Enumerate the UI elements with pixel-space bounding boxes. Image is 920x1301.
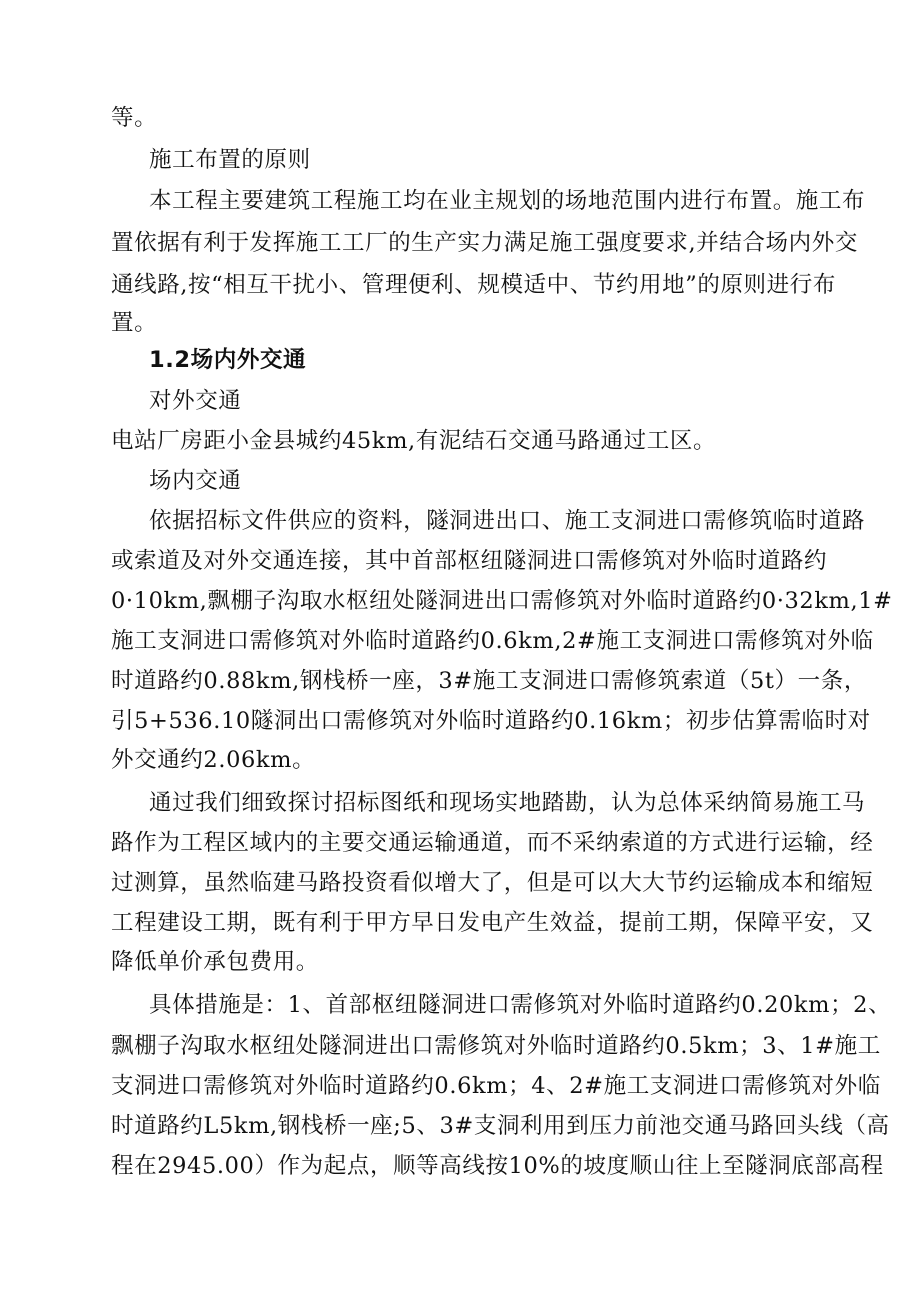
- text-line: 本工程主要建筑工程施工均在业主规划的场地范围内进行布置。施工布: [149, 188, 866, 214]
- text-line: 飘棚子沟取水枢纽处隧洞进出口需修筑对外临时道路约0.5km；3、1#施工: [111, 1033, 881, 1059]
- section-label: 施工布置的原则: [149, 147, 311, 173]
- text-line: 0·10km,飘棚子沟取水枢纽处隧洞进出口需修筑对外临时道路约0·32km,1#: [111, 588, 893, 614]
- text-line: 依据招标文件供应的资料，隧洞进出口、施工支洞进口需修筑临时道路: [149, 508, 866, 534]
- text-line: 外交通约2.06km。: [111, 747, 316, 773]
- section-heading: 1.2场内外交通: [149, 347, 307, 373]
- text-line: 引5+536.10隧洞出口需修筑对外临时道路约0.16km；初步估算需临时对: [111, 708, 871, 734]
- text-line: 时道路约0.88km,钢栈桥一座，3#施工支洞进口需修筑索道（5t）一条，: [111, 668, 867, 694]
- text-line: 施工支洞进口需修筑对外临时道路约0.6km,2#施工支洞进口需修筑对外临: [111, 628, 874, 654]
- text-line: 或索道及对外交通连接，其中首部枢纽隧洞进口需修筑对外临时道路约: [111, 548, 828, 574]
- text-line: 置依据有利于发挥施工工厂的生产实力满足施工强度要求,并结合场内外交: [111, 230, 858, 256]
- text-line: 等。: [111, 105, 158, 131]
- text-line: 置。: [111, 310, 158, 336]
- text-line: 路作为工程区域内的主要交通运输通道，而不采纳索道的方式进行运输，经: [111, 830, 874, 856]
- text-line: 具体措施是：1、首部枢纽隧洞进口需修筑对外临时道路约0.20km；2、: [149, 992, 892, 1018]
- section-label: 对外交通: [149, 388, 242, 414]
- text-line: 过测算，虽然临建马路投资看似增大了，但是可以大大节约运输成本和缩短: [111, 870, 874, 896]
- text-line: 通线路,按“相互干扰小、管理便利、规模适中、节约用地”的原则进行布: [111, 272, 836, 298]
- text-line: 降低单价承包费用。: [111, 949, 319, 975]
- text-line: 电站厂房距小金县城约45km,有泥结石交通马路通过工区。: [111, 428, 717, 454]
- section-label: 场内交通: [149, 468, 242, 494]
- text-line: 支洞进口需修筑对外临时道路约0.6km；4、2#施工支洞进口需修筑对外临: [111, 1073, 881, 1099]
- text-line: 时道路约L5km,钢栈桥一座;5、3#支洞利用到压力前池交通马路回头线（高: [111, 1113, 890, 1139]
- text-line: 程在2945.00）作为起点，顺等高线按10%的坡度顺山往上至隧洞底部高程: [111, 1153, 884, 1179]
- text-line: 通过我们细致探讨招标图纸和现场实地踏勘，认为总体采纳简易施工马: [149, 790, 866, 816]
- text-line: 工程建设工期，既有利于甲方早日发电产生效益，提前工期，保障平安，又: [111, 910, 874, 936]
